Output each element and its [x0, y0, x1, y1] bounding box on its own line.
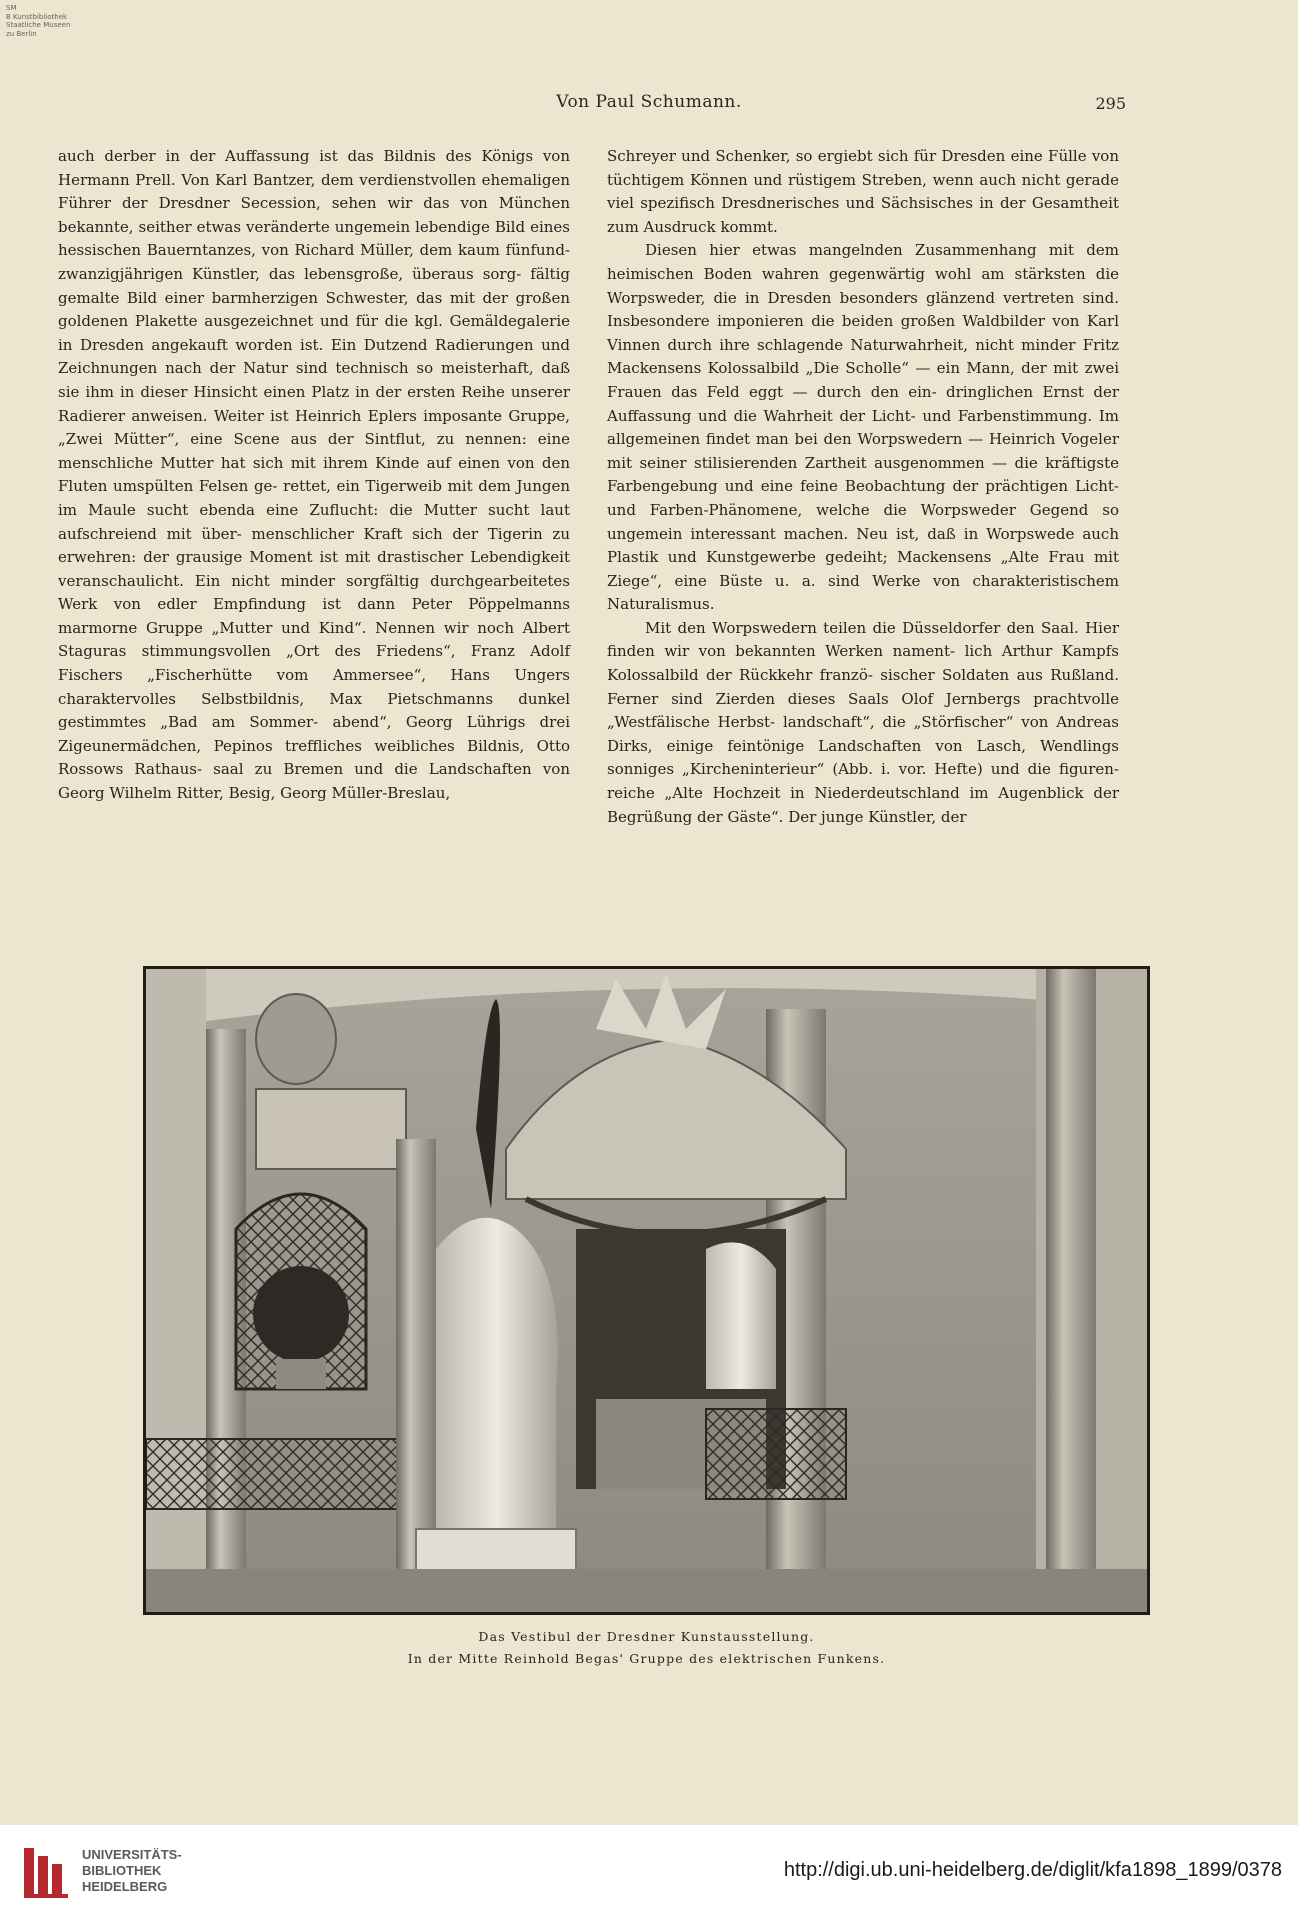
institution-name-line: HEIDELBERG [82, 1879, 168, 1894]
cartouche-ornament [256, 994, 336, 1084]
right-railing [706, 1409, 846, 1499]
floor [146, 1569, 1147, 1612]
university-library-logo-icon [16, 1842, 76, 1902]
stamp-line: zu Berlin [6, 29, 37, 38]
paragraph: Schreyer und Schenker, so ergiebt sich für Dresden eine Fülle von tüchtigem Können und rüstigem Streben, wenn auch nicht gerade viel spezifisch Dresdnerisches und Sächsisches in der Gesamtheit zum Ausdruck kommt. [607, 147, 1119, 236]
footer-bar [0, 1825, 1298, 1921]
paragraph: auch derber in der Auffassung ist das Bildnis des Königs von Hermann Prell. Von Karl Bantzer, dem verdienstvollen ehemaligen Führer der Dresdner Secession, sehen wir das von München bekannte, seither etwas veränderte ungemein lebendige Bild eines hessischen Bauerntanzes, von Richard Müller, dem kaum fünfund- zwanzigjährigen Künstler, das lebensgroße, überaus sorg- fältig gemalte Bild einer barmherzigen Schwester, das mit der großen goldenen Plakette ausgezeichnet und für die kgl. Gemäldegalerie in Dresden angekauft worden ist. Ein Dutzend Radierungen und Zeichnungen nach der Natur sind technisch so meisterhaft, daß sie ihm in dieser Hinsicht einen Platz in der ersten Reihe unserer Radierer anweisen. Weiter ist Heinrich Eplers imposante Gruppe, „Zwei Mütter“, eine Scene aus der Sintflut, zu nennen: eine menschliche Mutter hat sich mit ihrem Kinde auf einen von den Fluten umspülten Felsen ge- rettet, ein Tigerweib mit dem Jungen im Maule sucht ebenda eine Zuflucht: die Mutter sucht laut aufschreiend mit über- menschlicher Kraft sich der Tigerin zu erwehren: der grausige Moment ist mit drastischer Lebendigkeit veranschaulicht. Ein nicht minder sorgfältig durchgearbeitetes Werk von edler Empfindung ist dann Peter Pöppelmanns marmorne Gruppe „Mutter und Kind“. Nennen wir noch Albert Staguras stimmungsvollen „Ort des Friedens“, Franz Adolf Fischers „Fischerhütte vom Ammersee“, Hans Ungers charaktervolles Selbstbildnis, Max Pietschmanns dunkel gestimmtes „Bad am Sommer- abend“, Georg Lührigs drei Zigeunermädchen, Pepinos treffliches weibliches Bildnis, Otto Rossows Rathaus- saal zu Bremen und die Landschaften von Georg Wilhelm Ritter, Besig, Georg Müller-Breslau, [58, 147, 570, 803]
permalink-url[interactable]: http://digi.ub.uni-heidelberg.de/diglit/kfa1898_1899/0378 [783, 1859, 1282, 1881]
vestibule-photograph [143, 966, 1150, 1615]
tree-planter [276, 1359, 326, 1389]
text-column-right [607, 145, 1119, 829]
stamp-line: Staatliche Museen [6, 21, 71, 29]
institution-name [82, 1847, 182, 1895]
figure-caption-subline: In der Mitte Reinhold Begas' Gruppe des elektrischen Funkens. [407, 1651, 886, 1666]
left-wall-panel [146, 969, 206, 1612]
paragraph: Mit den Worpswedern teilen die Düsseldorfer den Saal. Hier finden wir von bekannten Werken nament- lich Arthur Kampfs Kolossalbild der Rückkehr franzö- sischer Soldaten aus Rußland. Ferner sind Zierden dieses Saals Olof Jernbergs prachtvolle „Westfälische Herbst- landschaft“, die „Störfischer“ von Andreas Dirks, einige feintönige Landschaften von Lasch, Wendlings sonniges „Kircheninterieur“ (Abb. i. vor. Hefte) und die figuren- reiche „Alte Hochzeit in Niederdeutschland im Augenblick der Begrüßung der Gäste“. Der junge Künstler, der [607, 618, 1119, 826]
paragraph: Diesen hier etwas mangelnden Zusammenhang mit dem heimischen Boden wahren gegenwärtig wohl am stärksten die Worpsweder, die in Dresden besonders glänzend vertreten sind. Insbesondere imponieren die beiden großen Waldbilder von Karl Vinnen durch ihre schlagende Naturwahrheit, nicht minder Fritz Mackensens Kolossalbild „Die Scholle“ — ein Mann, der mit zwei Frauen das Feld eggt — durch den ein- dringlichen Ernst der Auffassung und die Wahrheit der Licht- und Farbenstimmung. Im allgemeinen findet man bei den Worpswedern — Heinrich Vogeler mit seiner stilisierenden Zartheit ausgenommen — die kräftigste Farbengebung und eine feine Beobachtung der prächtigen Licht- und Farben-Phänomene, welche die Worpsweder Gegend so ungemein interessant machen. Neu ist, daß in Worpswede auch Plastik und Kunstgewerbe gedeiht; Mackensens „Alte Frau mit Ziege“, eine Büste u. a. sind Werke von charakteristischem Naturalismus. [607, 241, 1119, 614]
stamp-line: SM [6, 4, 17, 12]
text-column-left [58, 145, 570, 806]
library-stamp [6, 4, 96, 38]
vestibule-photograph-drawing [146, 969, 1147, 1612]
institution-name-line: BIBLIOTHEK [82, 1863, 162, 1878]
institution-name-line: UNIVERSITÄTS- [82, 1847, 182, 1862]
right-pilaster [1046, 969, 1096, 1612]
potted-laurel-tree [253, 1266, 349, 1362]
caryatid-figure [706, 1242, 776, 1389]
page-number: 295 [1095, 94, 1126, 113]
stamp-line: B Kunstbibliothek [6, 12, 68, 21]
marble-sculpture-group [436, 1218, 558, 1529]
figure-caption: Das Vestibul der Dresdner Kunstausstellung. [478, 1629, 815, 1644]
inscription-tablet [256, 1089, 406, 1169]
running-head: Von Paul Schumann. [556, 92, 742, 112]
